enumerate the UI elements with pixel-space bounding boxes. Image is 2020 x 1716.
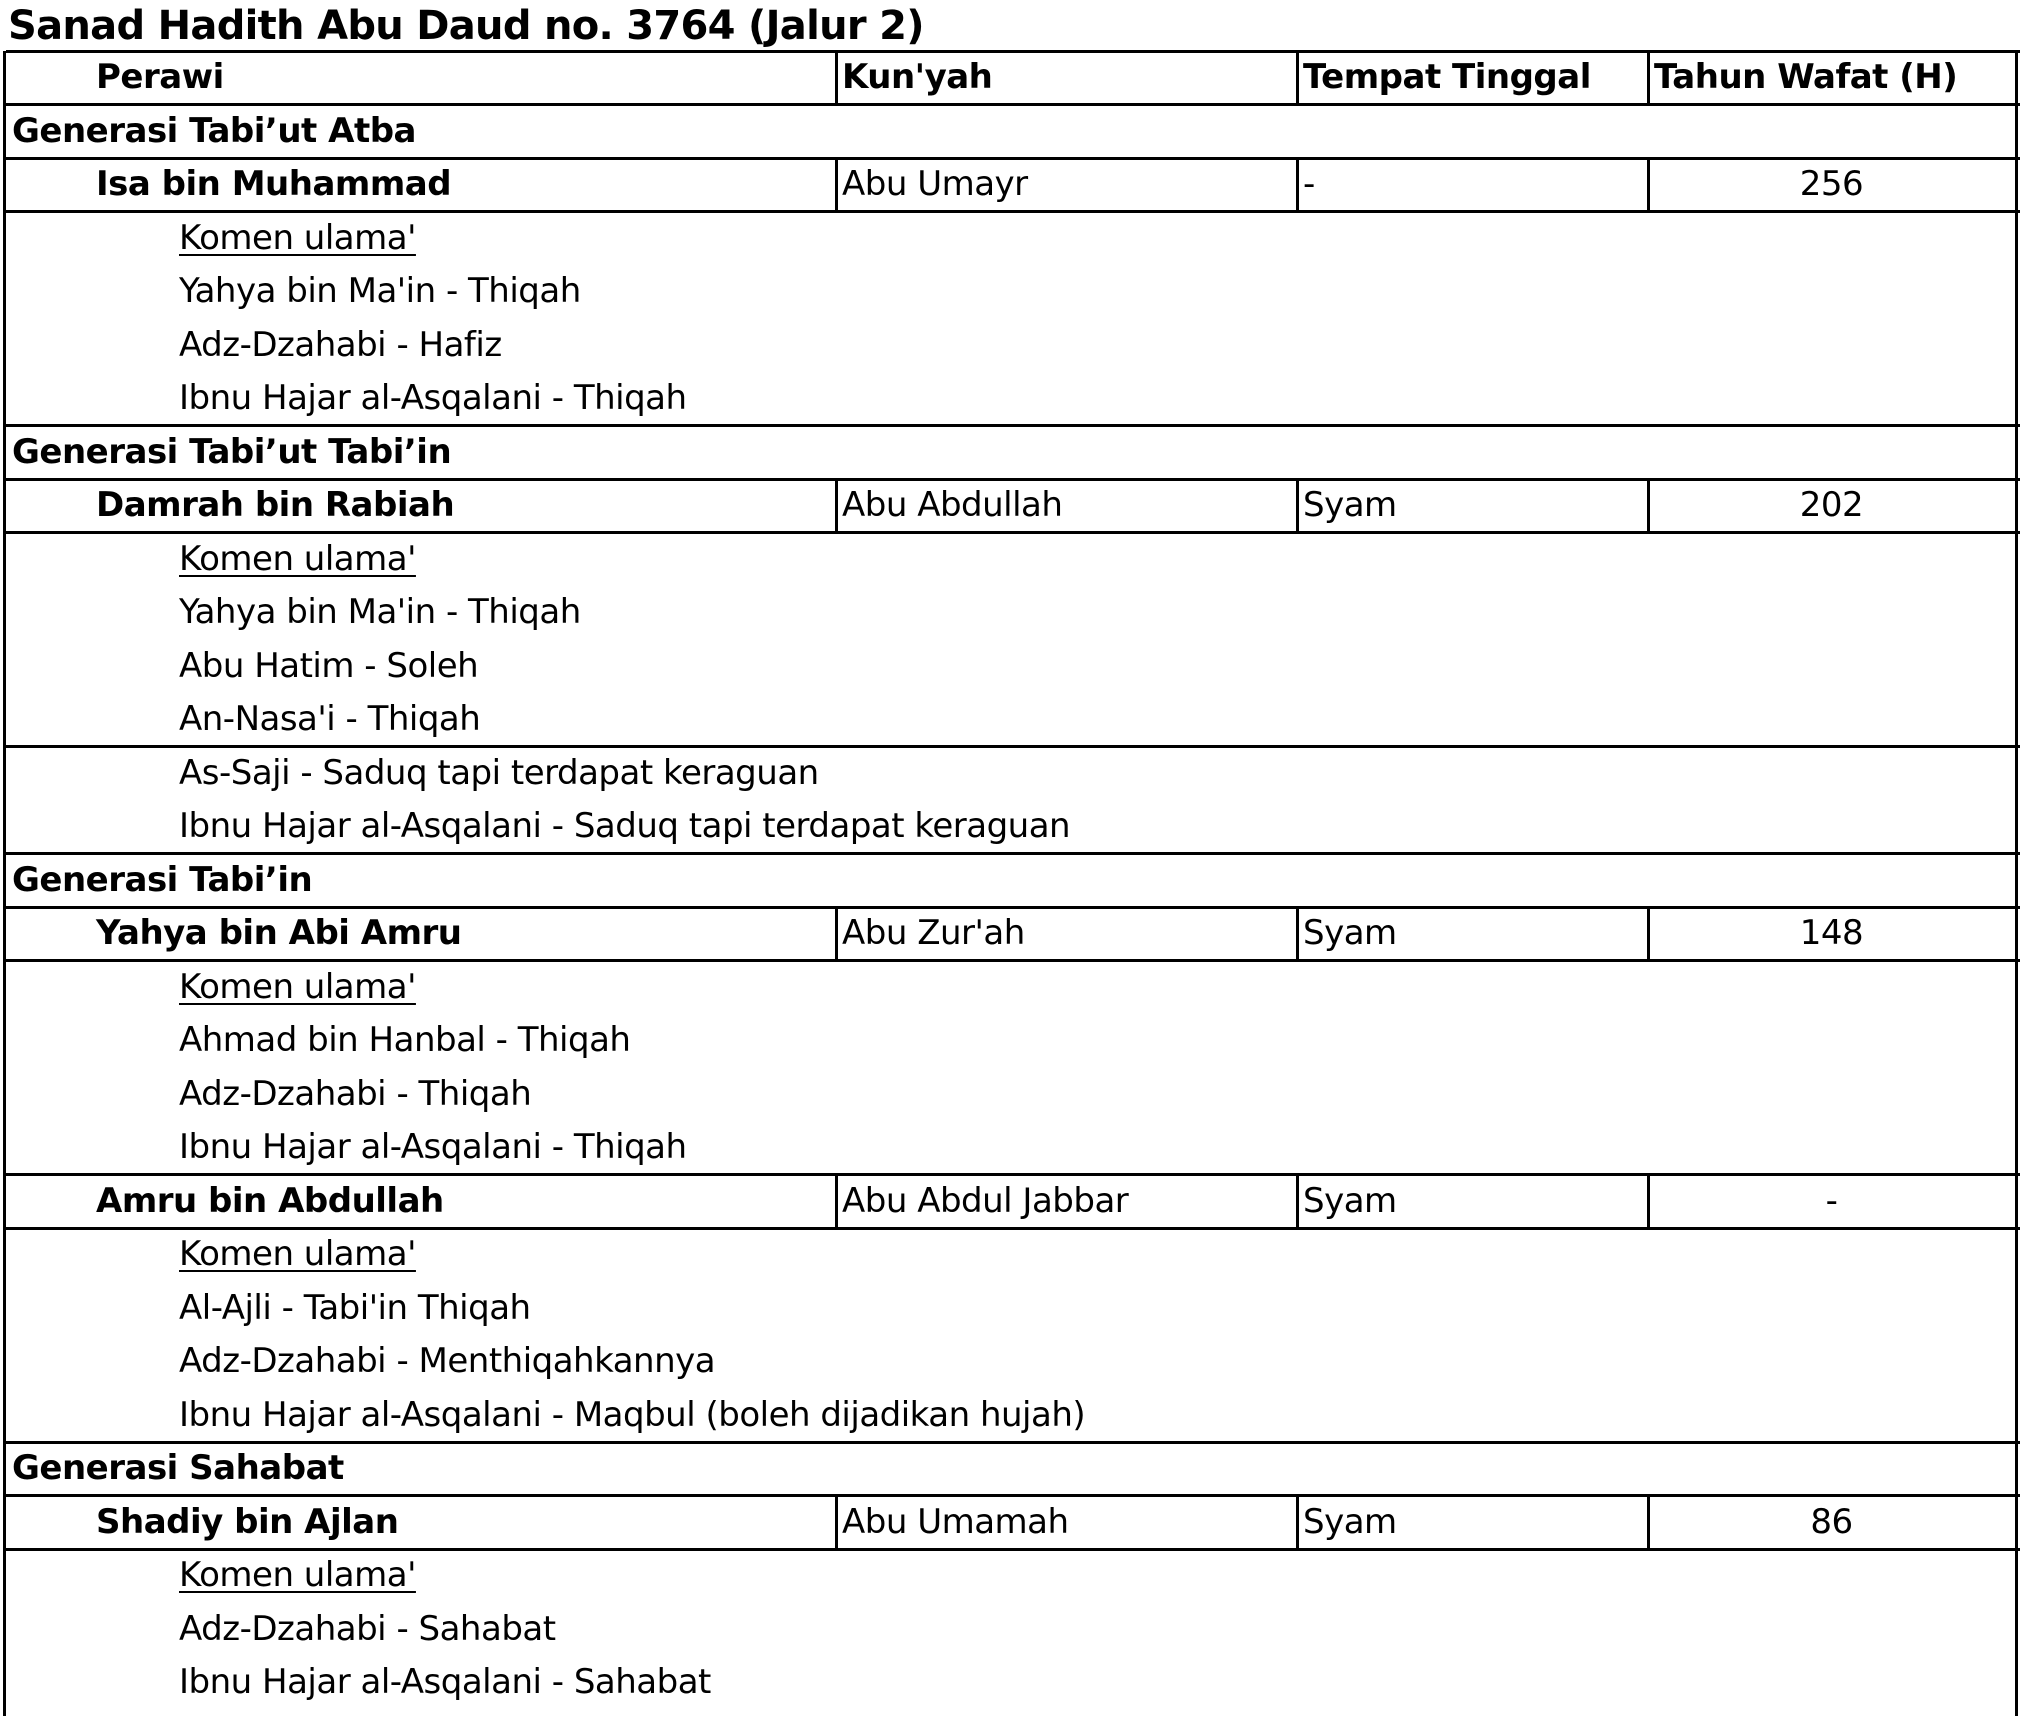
narrator-name: Amru bin Abdullah (96, 1180, 444, 1221)
scholar-comment: Ibnu Hajar al-Asqalani - Thiqah (179, 1127, 687, 1167)
column-divider (1647, 479, 1650, 533)
column-divider (1296, 907, 1299, 961)
column-divider (1647, 1496, 1650, 1550)
narrator-kunyah: Abu Abdullah (842, 485, 1063, 525)
narrator-tahun-wafat: 202 (1799, 485, 1864, 525)
comment-heading: Komen ulama' (179, 217, 416, 258)
comment-heading: Komen ulama' (179, 1234, 416, 1274)
scholar-comment: Adz-Dzahabi - Menthiqahkannya (179, 1341, 716, 1381)
narrator-tempat-tinggal: Syam (1303, 1501, 1397, 1542)
column-divider (1296, 51, 1299, 105)
narrator-kunyah: Abu Abdul Jabbar (842, 1180, 1129, 1221)
narrator-tahun-wafat: 256 (1799, 164, 1864, 204)
narrator-tempat-tinggal: Syam (1303, 913, 1397, 953)
column-divider (1296, 1496, 1299, 1550)
scholar-comment: As-Saji - Saduq tapi terdapat keraguan (179, 752, 819, 793)
scholar-comment: Adz-Dzahabi - Thiqah (179, 1073, 532, 1114)
column-divider (835, 1175, 838, 1229)
narrator-name: Damrah bin Rabiah (96, 485, 455, 525)
comment-heading: Komen ulama' (179, 538, 416, 579)
generation-label: Generasi Tabi’ut Atba (12, 110, 416, 151)
header-kunyah: Kun'yah (842, 57, 993, 97)
column-divider (1647, 158, 1650, 212)
scholar-comment: Adz-Dzahabi - Sahabat (179, 1608, 556, 1649)
column-divider (835, 158, 838, 212)
narrator-tempat-tinggal: Syam (1303, 485, 1397, 525)
narrator-tahun-wafat: - (1825, 1180, 1838, 1221)
narrator-kunyah: Abu Umayr (842, 164, 1028, 204)
column-divider (1647, 1175, 1650, 1229)
column-divider (835, 907, 838, 961)
narrator-tahun-wafat: 148 (1799, 913, 1864, 953)
narrator-tempat-tinggal: - (1303, 164, 1315, 204)
sanad-table (3, 51, 2018, 1716)
narrator-name: Shadiy bin Ajlan (96, 1501, 399, 1542)
page-title: Sanad Hadith Abu Daud no. 3764 (Jalur 2) (8, 3, 924, 49)
header-tempat-tinggal: Tempat Tinggal (1303, 57, 1591, 97)
generation-label: Generasi Tabi’in (12, 859, 313, 900)
column-divider (1296, 158, 1299, 212)
header-tahun-wafat: Tahun Wafat (H) (1654, 57, 1958, 97)
scholar-comment: Yahya bin Ma'in - Thiqah (179, 271, 581, 311)
scholar-comment: Ahmad bin Hanbal - Thiqah (179, 1020, 631, 1060)
column-divider (835, 51, 838, 105)
narrator-name: Isa bin Muhammad (96, 164, 452, 204)
column-divider (1296, 479, 1299, 533)
narrator-kunyah: Abu Umamah (842, 1501, 1069, 1542)
scholar-comment: Ibnu Hajar al-Asqalani - Saduq tapi terdapat keraguan (179, 806, 1071, 846)
narrator-tempat-tinggal: Syam (1303, 1180, 1397, 1221)
column-divider (1647, 51, 1650, 105)
scholar-comment: Adz-Dzahabi - Hafiz (179, 324, 502, 365)
scholar-comment: An-Nasa'i - Thiqah (179, 699, 481, 739)
comment-heading: Komen ulama' (179, 966, 416, 1007)
scholar-comment: Ibnu Hajar al-Asqalani - Sahabat (179, 1662, 711, 1702)
narrator-kunyah: Abu Zur'ah (842, 913, 1025, 953)
generation-label: Generasi Tabi’ut Tabi’in (12, 431, 452, 472)
column-divider (835, 479, 838, 533)
column-divider (835, 1496, 838, 1550)
scholar-comment: Al-Ajli - Tabi'in Thiqah (179, 1287, 531, 1328)
column-divider (1647, 907, 1650, 961)
scholar-comment: Ibnu Hajar al-Asqalani - Maqbul (boleh dijadikan hujah) (179, 1394, 1086, 1435)
scholar-comment: Abu Hatim - Soleh (179, 645, 479, 686)
scholar-comment: Yahya bin Ma'in - Thiqah (179, 592, 581, 632)
narrator-tahun-wafat: 86 (1810, 1501, 1853, 1542)
header-perawi: Perawi (96, 57, 224, 97)
generation-label: Generasi Sahabat (12, 1448, 344, 1488)
column-divider (1296, 1175, 1299, 1229)
comment-heading: Komen ulama' (179, 1555, 416, 1595)
narrator-name: Yahya bin Abi Amru (96, 913, 462, 953)
scholar-comment: Ibnu Hajar al-Asqalani - Thiqah (179, 378, 687, 418)
